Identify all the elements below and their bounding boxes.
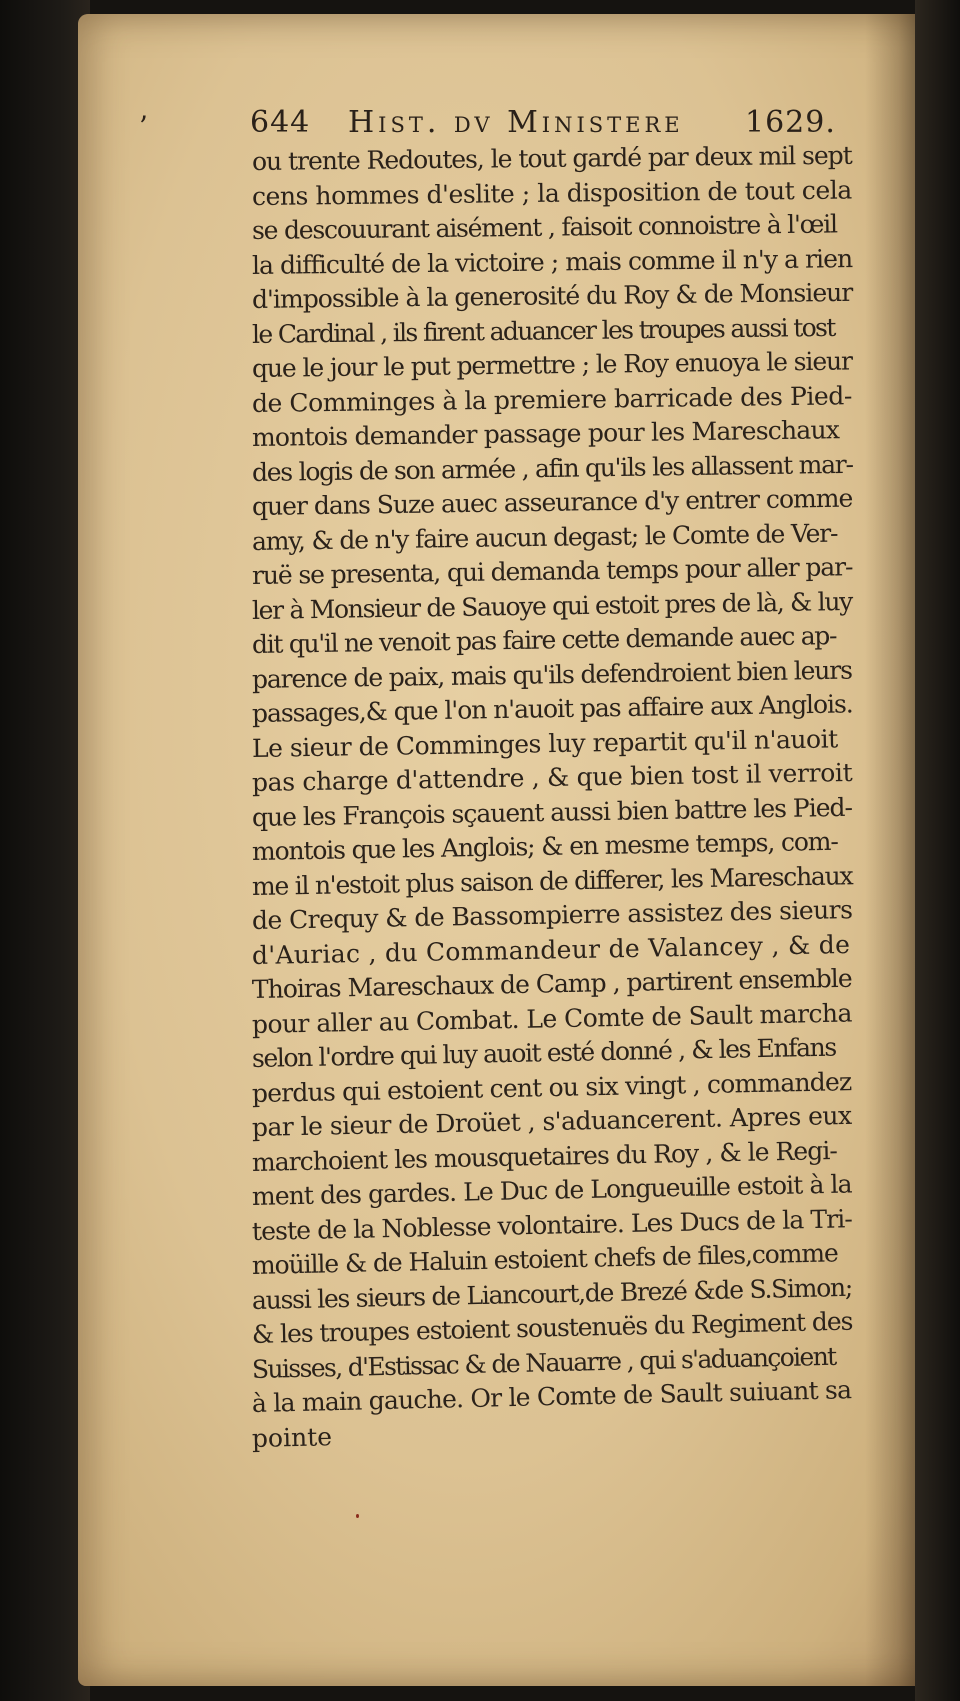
text-line: cens hommes d'eslite ; la disposition de tout cela bbox=[251, 175, 852, 211]
text-line: perdus qui estoient cent ou six vingt , commandez bbox=[251, 1066, 852, 1108]
text-line: de Comminges à la premiere barricade des Pied- bbox=[251, 380, 853, 418]
text-line: quer dans Suze auec asseurance d'y entrer comme bbox=[251, 483, 853, 521]
page-number: 644 bbox=[250, 105, 311, 140]
left-background bbox=[0, 0, 90, 1701]
year-marker: 1629. bbox=[745, 105, 836, 140]
right-background bbox=[915, 0, 960, 1701]
text-line: pour aller au Combat. Le Comte de Sault marcha bbox=[251, 997, 853, 1039]
text-line: passages,& que l'on n'auoit pas affaire aux Anglois. bbox=[251, 689, 853, 728]
text-line: amy, & de n'y faire aucun degast; le Comte de Ver- bbox=[251, 518, 838, 556]
text-line: Thoiras Mareschaux de Camp , partirent ensemble bbox=[251, 963, 852, 1004]
text-line: me il n'estoit plus saison de differer, les Mareschaux bbox=[251, 860, 853, 901]
text-line: par le sieur de Droüet , s'aduancerent. Apres eux bbox=[251, 1100, 852, 1142]
text-line: que les François sçauent aussi bien battre les Pied- bbox=[251, 792, 853, 832]
margin-mark: ’ bbox=[139, 110, 148, 143]
text-line: aussi les sieurs de Liancourt,de Brezé &de S.Simon; bbox=[251, 1272, 853, 1315]
text-line: d'Auriac , du Commandeur de Valancey , & de bbox=[251, 929, 851, 970]
text-line: Le sieur de Comminges luy repartit qu'il n'auoit bbox=[251, 723, 838, 763]
text-line: ment des gardes. Le Duc de Longueuille estoit à la bbox=[251, 1169, 852, 1211]
running-title: Hist. dv Ministere bbox=[348, 105, 684, 140]
page-body-text bbox=[251, 140, 853, 1456]
text-line: dit qu'il ne venoit pas faire cette demande auec ap- bbox=[251, 621, 837, 659]
text-line: montois que les Anglois; & en mesme temps, com- bbox=[251, 826, 838, 866]
text-line: ruë se presenta, qui demanda temps pour aller par- bbox=[251, 552, 853, 590]
text-line: que le jour le put permettre ; le Roy enuoya le sieur bbox=[251, 346, 853, 383]
text-line: la difficulté de la victoire ; mais comme il n'y a rien bbox=[251, 243, 853, 280]
text-line: marchoient les mousquetaires du Roy , & le Regi- bbox=[251, 1135, 838, 1177]
text-line: montois demander passage pour les Mareschaux bbox=[251, 415, 840, 452]
text-line: des logis de son armée , afin qu'ils les allassent mar- bbox=[251, 449, 853, 487]
ink-speck bbox=[356, 1514, 359, 1518]
text-line: & les troupes estoient soustenuës du Regiment des bbox=[251, 1306, 853, 1349]
text-line: d'impossible à la generosité du Roy & de Monsieur bbox=[251, 277, 853, 314]
text-line: le Cardinal , ils firent aduancer les troupes aussi tost bbox=[251, 312, 835, 349]
text-line: ou trente Redoutes, le tout gardé par deux mil sept bbox=[251, 140, 852, 176]
text-line: de Crequy & de Bassompierre assistez des sieurs bbox=[251, 895, 853, 935]
text-line: selon l'ordre qui luy auoit esté donné , & les Enfans bbox=[251, 1032, 837, 1073]
text-line: parence de paix, mais qu'ils defendroient bien leurs bbox=[251, 655, 853, 694]
text-line: ler à Monsieur de Sauoye qui estoit pres de là, & luy bbox=[251, 586, 853, 625]
text-line: moüille & de Haluin estoient chefs de files,comme bbox=[251, 1238, 838, 1280]
text-line: Suisses, d'Estissac & de Nauarre , qui s'aduançoient bbox=[251, 1341, 836, 1384]
text-line: pointe bbox=[251, 1421, 333, 1453]
text-line: pas charge d'attendre , & que bien tost il verroit bbox=[251, 757, 853, 797]
text-line: se descouurant aisément , faisoit connoistre à l'œil bbox=[251, 209, 837, 245]
text-line: à la main gauche. Or le Comte de Sault suiuant sa bbox=[251, 1375, 852, 1418]
text-line: teste de la Noblesse volontaire. Les Ducs de la Tri- bbox=[251, 1203, 853, 1246]
